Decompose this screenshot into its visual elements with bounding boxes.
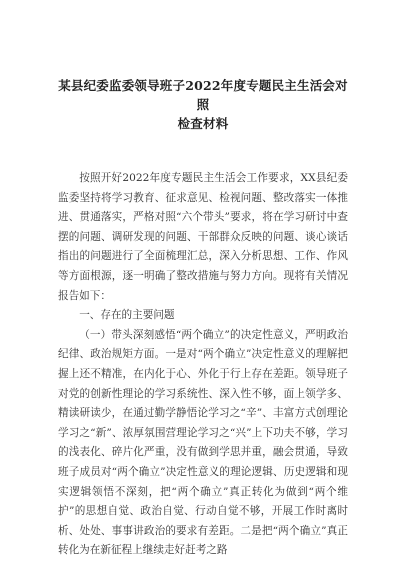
title-line-1: 某县纪委监委领导班子2022年度专题民主生活会对照 [58, 78, 348, 112]
body-paragraph: （一）带头深刻感悟“两个确立”的决定性意义，严明政治纪律、政治规矩方面。一是对“两个确立”决定性意义的理解把握上还不精准，在内化于心、外化于行上存在差距。领导班子对党的创新性理论的学习系统性、深入性不够，面上领学多、精读研读少，在通过勤学静悟论学习之“辛”、丰富方式创理论学习之“新”、浓厚氛围营理论学习之“兴”上下功夫不够，学习的浅表化、碎片化严重，没有做到学思并重，融会贯通，导致班子成员对“两个确立”决定性意义的理论逻辑、历史逻辑和现实逻辑领悟不深刻，把“两个确立”真正转化为做到“两个维护”的思想自觉、政治自觉、行动自觉不够，开展工作时离时析、处处、事事讲政治的要求有差距。二是把“两个确立”真正转化为在新征程上继续走好赶考之路 [58, 328, 348, 557]
intro-paragraph: 按照开好2022年度专题民主生活会工作要求，XX县纪委监委坚持将学习教育、征求意见、检视问题、整改落实一体推进、贯通落实，严格对照“六个带头”要求，将在学习研讨中查摆的问题、调研发现的问题、干部群众反映的问题、谈心谈话指出的问题进行了全面梳理汇总，深入分析思想、工作、作风等方面根源，逐一明确了整改措施与努力方向。现将有关情况报告如下： [58, 172, 348, 302]
title-line-2: 检查材料 [177, 116, 229, 131]
document-title [58, 76, 348, 133]
document-body [58, 169, 348, 561]
section-heading: 一、存在的主要问题 [79, 309, 175, 322]
